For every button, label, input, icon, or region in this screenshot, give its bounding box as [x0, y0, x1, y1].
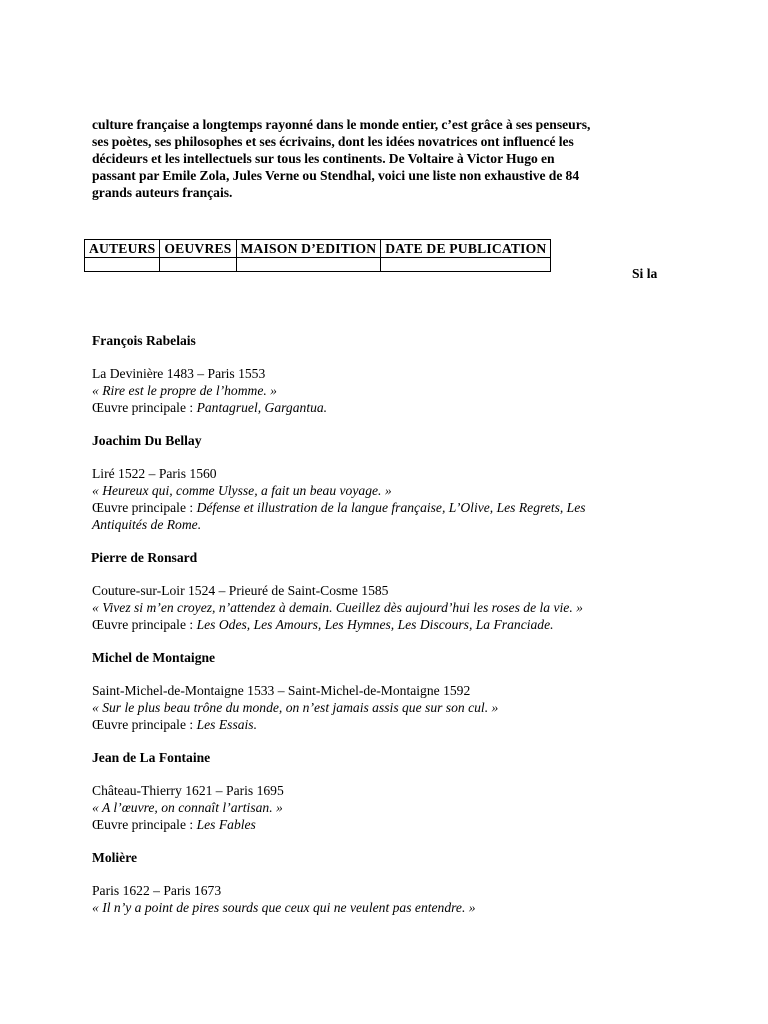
table-cell [160, 258, 236, 272]
author-works [92, 816, 692, 833]
works-label: Œuvre principale : [92, 500, 197, 515]
author-works-continued: Antiquités de Rome. [92, 517, 202, 532]
author-entry [92, 433, 692, 533]
author-dates: Château-Thierry 1621 – Paris 1695 [92, 783, 284, 798]
header-oeuvres: OEUVRES [160, 240, 236, 258]
author-quote: « Sur le plus beau trône du monde, on n’est jamais assis que sur son cul. » [92, 700, 499, 715]
header-maison-edition: MAISON D’EDITION [236, 240, 381, 258]
works-list: Les Odes, Les Amours, Les Hymnes, Les Discours, La Franciade. [196, 617, 554, 632]
side-note: Si la [632, 266, 658, 281]
author-entry [92, 650, 692, 733]
author-quote: « Rire est le propre de l’homme. » [92, 383, 277, 398]
works-list: Défense et illustration de la langue française, L’Olive, Les Regrets, Les [196, 500, 586, 515]
author-works [92, 716, 692, 733]
table-cell [85, 258, 160, 272]
author-works [92, 399, 692, 416]
author-name: Pierre de Ronsard [91, 550, 198, 565]
author-quote: « Heureux qui, comme Ulysse, a fait un beau voyage. » [92, 483, 392, 498]
table-header-row [85, 240, 551, 258]
author-name: Jean de La Fontaine [92, 750, 211, 765]
author-name: François Rabelais [92, 333, 196, 348]
table-cell [381, 258, 551, 272]
intro-line: grands auteurs français. [92, 185, 233, 200]
author-dates: Saint-Michel-de-Montaigne 1533 – Saint-Michel-de-Montaigne 1592 [92, 683, 471, 698]
works-label: Œuvre principale : [92, 400, 197, 415]
intro-line: ses poètes, ses philosophes et ses écrivains, dont les idées novatrices ont influencé les [92, 134, 574, 149]
author-quote: « Vivez si m’en croyez, n’attendez à demain. Cueillez dès aujourd’hui les roses de la vie. » [92, 600, 583, 615]
works-list: Les Fables [196, 817, 256, 832]
author-name: Michel de Montaigne [92, 650, 216, 665]
header-auteurs: AUTEURS [85, 240, 160, 258]
author-dates: Liré 1522 – Paris 1560 [92, 466, 217, 481]
works-label: Œuvre principale : [92, 817, 197, 832]
works-table [84, 239, 551, 272]
table-row [85, 258, 551, 272]
works-label: Œuvre principale : [92, 617, 197, 632]
author-dates: Paris 1622 – Paris 1673 [92, 883, 222, 898]
author-entry [92, 550, 692, 633]
intro-line: culture française a longtemps rayonné dans le monde entier, c’est grâce à ses penseurs, [92, 117, 591, 132]
author-dates: Couture-sur-Loir 1524 – Prieuré de Saint-Cosme 1585 [92, 583, 389, 598]
author-entry [92, 850, 692, 916]
table-cell [236, 258, 381, 272]
works-list: Les Essais. [196, 717, 257, 732]
author-dates: La Devinière 1483 – Paris 1553 [92, 366, 266, 381]
author-quote: « A l’œuvre, on connaît l’artisan. » [92, 800, 283, 815]
author-entry [92, 333, 692, 416]
intro-paragraph [92, 116, 672, 201]
author-entry [92, 750, 692, 833]
header-date-publication: DATE DE PUBLICATION [381, 240, 551, 258]
author-quote: « Il n’y a point de pires sourds que ceux qui ne veulent pas entendre. » [92, 900, 476, 915]
author-name: Joachim Du Bellay [92, 433, 202, 448]
works-label: Œuvre principale : [92, 717, 197, 732]
author-name: Molière [92, 850, 138, 865]
author-works [92, 499, 692, 516]
author-list [92, 333, 692, 933]
works-list: Pantagruel, Gargantua. [196, 400, 328, 415]
author-works [92, 616, 692, 633]
intro-line: passant par Emile Zola, Jules Verne ou Stendhal, voici une liste non exhaustive de 84 [92, 168, 580, 183]
intro-line: décideurs et les intellectuels sur tous les continents. De Voltaire à Victor Hugo en [92, 151, 555, 166]
